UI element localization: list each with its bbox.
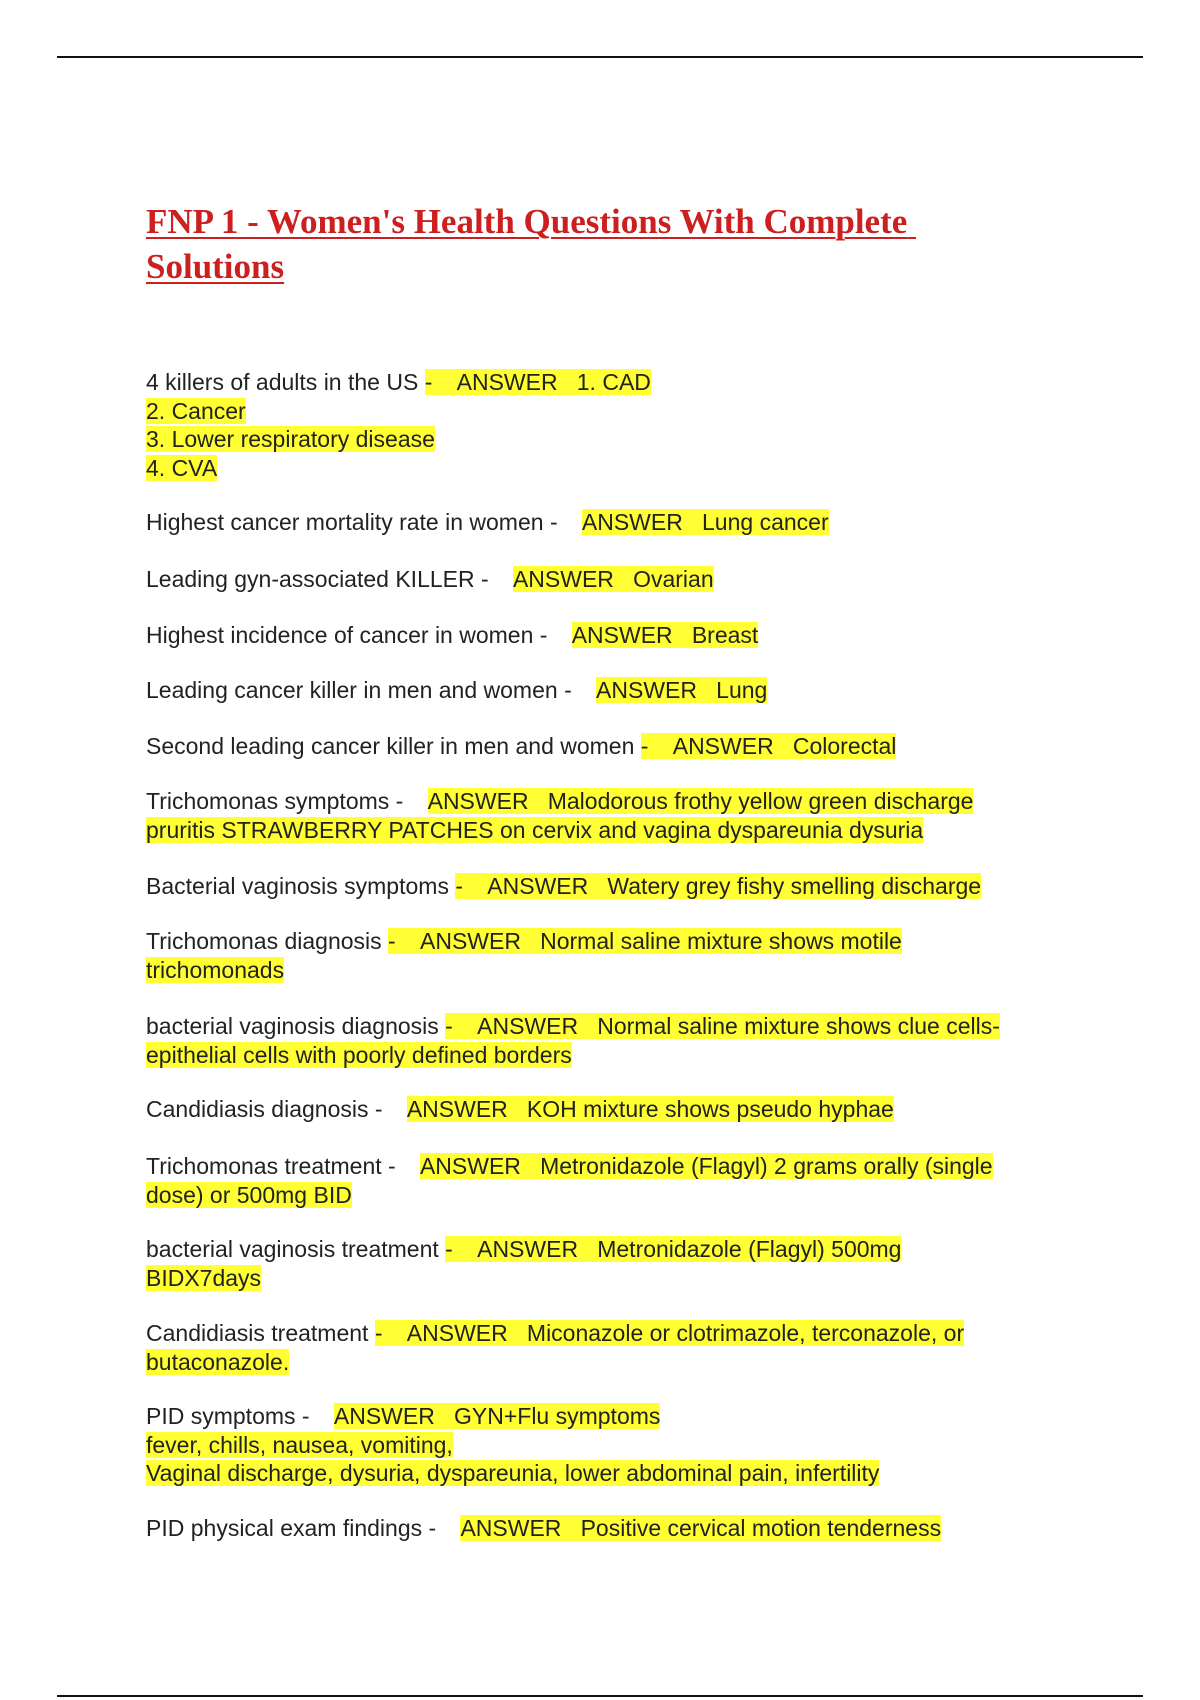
- answer-text: ANSWER Lung cancer: [581, 509, 829, 535]
- question-text: Leading cancer killer in men and women -: [146, 677, 597, 703]
- qa-item-2: [146, 508, 1046, 537]
- question-text: Highest cancer mortality rate in women -: [146, 509, 582, 535]
- qa-item-5: [146, 676, 1046, 705]
- qa-item-1: [146, 368, 1046, 482]
- header-rule: [57, 56, 1143, 58]
- answer-text: ANSWER Positive cervical motion tenderness: [460, 1515, 942, 1541]
- qa-item-6: [146, 732, 1046, 761]
- question-text: Highest incidence of cancer in women -: [146, 622, 572, 648]
- answer-text: - ANSWER Watery grey fishy smelling discharge: [455, 873, 982, 899]
- qa-item-16: [146, 1514, 1046, 1543]
- question-text: Trichomonas symptoms -: [146, 788, 428, 814]
- question-text: Trichomonas diagnosis: [146, 928, 389, 954]
- answer-text: - ANSWER Metronidazole (Flagyl) 500mg BIDX7days: [146, 1236, 902, 1291]
- answer-text: ANSWER KOH mixture shows pseudo hyphae: [406, 1096, 894, 1122]
- question-text: Trichomonas treatment -: [146, 1153, 420, 1179]
- qa-item-15: [146, 1402, 1046, 1488]
- answer-text: ANSWER GYN+Flu symptoms fever, chills, nausea, vomiting, Vaginal discharge, dysuria, dyspareunia, lower abdominal pain, infertility: [146, 1403, 880, 1486]
- qa-item-8: [146, 872, 1046, 901]
- question-text: PID physical exam findings -: [146, 1515, 461, 1541]
- qa-item-9: [146, 927, 1046, 984]
- footer-rule: [57, 1695, 1143, 1697]
- question-text: Candidiasis treatment: [146, 1320, 375, 1346]
- qa-item-3: [146, 565, 1046, 594]
- qa-item-7: [146, 787, 1046, 844]
- qa-item-12: [146, 1152, 1046, 1209]
- answer-text: ANSWER Metronidazole (Flagyl) 2 grams orally (single dose) or 500mg BID: [146, 1153, 993, 1208]
- question-text: Candidiasis diagnosis -: [146, 1096, 407, 1122]
- answer-text: ANSWER Ovarian: [512, 566, 714, 592]
- question-text: 4 killers of adults in the US: [146, 369, 425, 395]
- document-title: [146, 199, 1046, 289]
- answer-text: - ANSWER 1. CAD 2. Cancer 3. Lower respiratory disease 4. CVA: [146, 369, 651, 481]
- answer-text: ANSWER Breast: [571, 622, 759, 648]
- answer-text: ANSWER Lung: [596, 677, 768, 703]
- qa-item-13: [146, 1235, 1046, 1292]
- qa-item-14: [146, 1319, 1046, 1376]
- qa-item-4: [146, 621, 1046, 650]
- qa-item-10: [146, 1012, 1046, 1069]
- answer-text: - ANSWER Colorectal: [640, 733, 897, 759]
- answer-text: - ANSWER Normal saline mixture shows motile trichomonads: [146, 928, 902, 983]
- answer-text: - ANSWER Normal saline mixture shows clue cells- epithelial cells with poorly defined borders: [146, 1013, 1000, 1068]
- qa-item-11: [146, 1095, 1046, 1124]
- document-title-text: FNP 1 - Women's Health Questions With Complete Solutions: [146, 202, 917, 286]
- question-text: bacterial vaginosis treatment: [146, 1236, 446, 1262]
- answer-text: ANSWER Malodorous frothy yellow green discharge pruritis STRAWBERRY PATCHES on cervix and vagina dyspareunia dysuria: [146, 788, 974, 843]
- question-text: Bacterial vaginosis symptoms: [146, 873, 456, 899]
- question-text: bacterial vaginosis diagnosis: [146, 1013, 446, 1039]
- answer-text: - ANSWER Miconazole or clotrimazole, terconazole, or butaconazole.: [146, 1320, 965, 1375]
- question-text: Leading gyn-associated KILLER -: [146, 566, 513, 592]
- question-text: PID symptoms -: [146, 1403, 334, 1429]
- question-text: Second leading cancer killer in men and women: [146, 733, 641, 759]
